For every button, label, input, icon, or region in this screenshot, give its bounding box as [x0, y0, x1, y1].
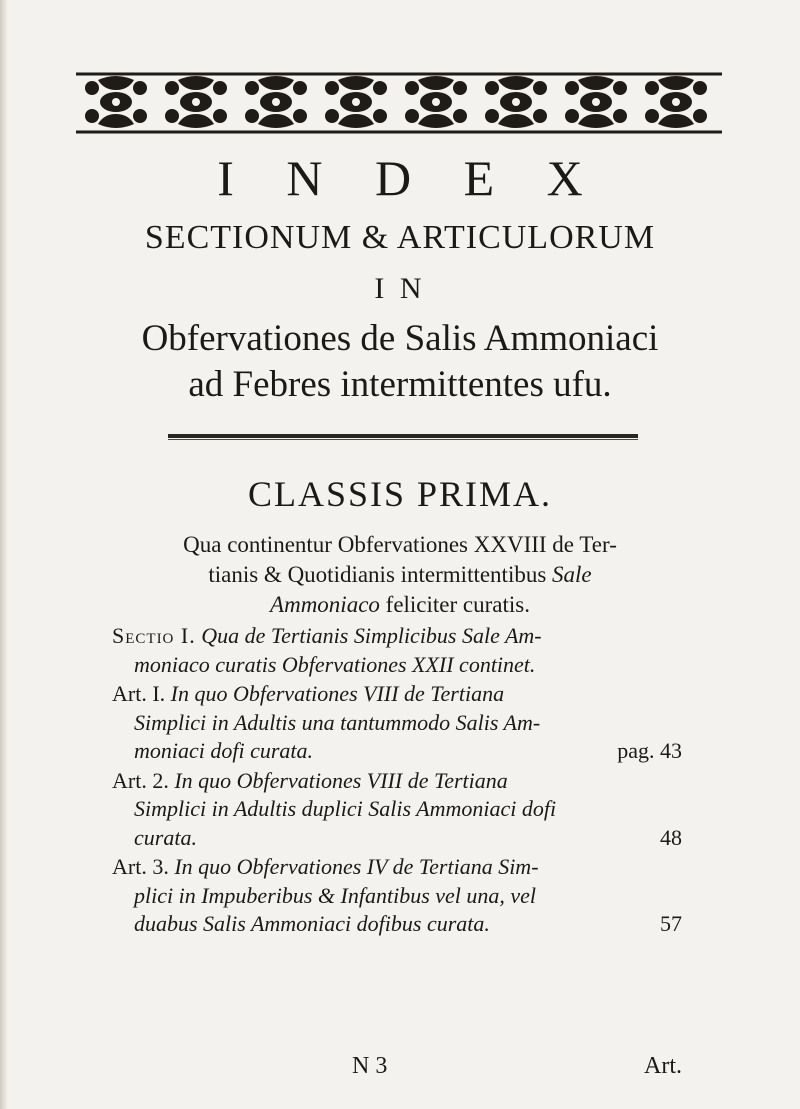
divider-rule: [168, 434, 638, 440]
article-entry: [112, 680, 686, 766]
index-subtitle: SECTIONUM & ARTICULORUM: [144, 219, 656, 256]
sectio-label: Sectio I.: [112, 623, 196, 648]
article-line-1: [112, 767, 686, 796]
class-description-line-3: [120, 590, 680, 620]
page-reference: 57: [660, 911, 682, 936]
headpiece-ornament: [76, 66, 722, 138]
divider-thick-line: [168, 434, 638, 438]
article-label: Art. 3.: [112, 854, 169, 879]
article-text: duabus Salis Ammoniaci dofibus curata.: [134, 911, 490, 936]
article-text: In quo Obfervationes IV de Tertiana Sim-: [168, 854, 539, 879]
class-description-line-2: [120, 560, 680, 590]
sectio-line-1: [112, 622, 686, 651]
article-text: In quo Obfervationes VIII de Tertiana: [165, 681, 505, 706]
class-description-italic: Sale: [552, 562, 592, 587]
class-description-italic: Ammoniaco: [270, 592, 380, 617]
index-connector: I N: [374, 272, 426, 305]
ornament-band-icon: [76, 66, 722, 138]
work-title: [0, 316, 800, 408]
article-line-2: Simplici in Adultis una tantummodo Salis Am-: [134, 709, 541, 735]
article-text: moniaci dofi curata.: [134, 738, 314, 763]
catchword: Art.: [644, 1053, 682, 1079]
article-line-2: Simplici in Adultis duplici Salis Ammoniaci dofi: [134, 796, 557, 821]
class-description-line-1: [120, 530, 680, 560]
article-text: In quo Obfervationes VIII de Tertiana: [168, 767, 508, 793]
article-line-1: [112, 680, 686, 709]
sectio-line-2: moniaco curatis Obfervationes XXII continet.: [134, 651, 536, 677]
divider-thin-line: [168, 439, 638, 440]
index-entries: [112, 622, 686, 940]
class-description-text: Qua continentur Obfervationes XXVIII de Ter-: [183, 532, 617, 557]
index-title: I N D E X: [217, 150, 603, 206]
article-line-3: [112, 737, 686, 766]
class-description-text: tianis & Quotidianis intermittentibus: [208, 562, 553, 587]
article-line-3: [112, 910, 686, 939]
article-entry: [112, 767, 686, 853]
article-line-3: [112, 824, 686, 853]
article-line-2: plici in Impuberibus & Infantibus vel una, vel: [134, 882, 537, 908]
page-reference: 48: [660, 824, 682, 850]
work-title-line-1: Obfervationes de Salis Ammoniaci: [141, 318, 659, 359]
work-title-line-2: ad Febres intermittentes ufu.: [188, 364, 612, 405]
class-description: [120, 530, 680, 620]
article-line-1: [112, 853, 686, 882]
sectio-entry: [112, 622, 686, 679]
class-description-text: feliciter curatis.: [379, 592, 530, 617]
article-text: curata.: [134, 824, 197, 850]
signature-mark: N 3: [352, 1053, 388, 1079]
page-reference: pag. 43: [617, 738, 682, 763]
article-entry: [112, 853, 686, 939]
class-heading: CLASSIS PRIMA.: [247, 474, 553, 514]
article-label: Art. 2.: [112, 767, 169, 793]
article-label: Art. I.: [112, 681, 166, 706]
sectio-text: Qua de Tertianis Simplicibus Sale Am-: [195, 623, 542, 648]
page-footer: [112, 1051, 686, 1081]
